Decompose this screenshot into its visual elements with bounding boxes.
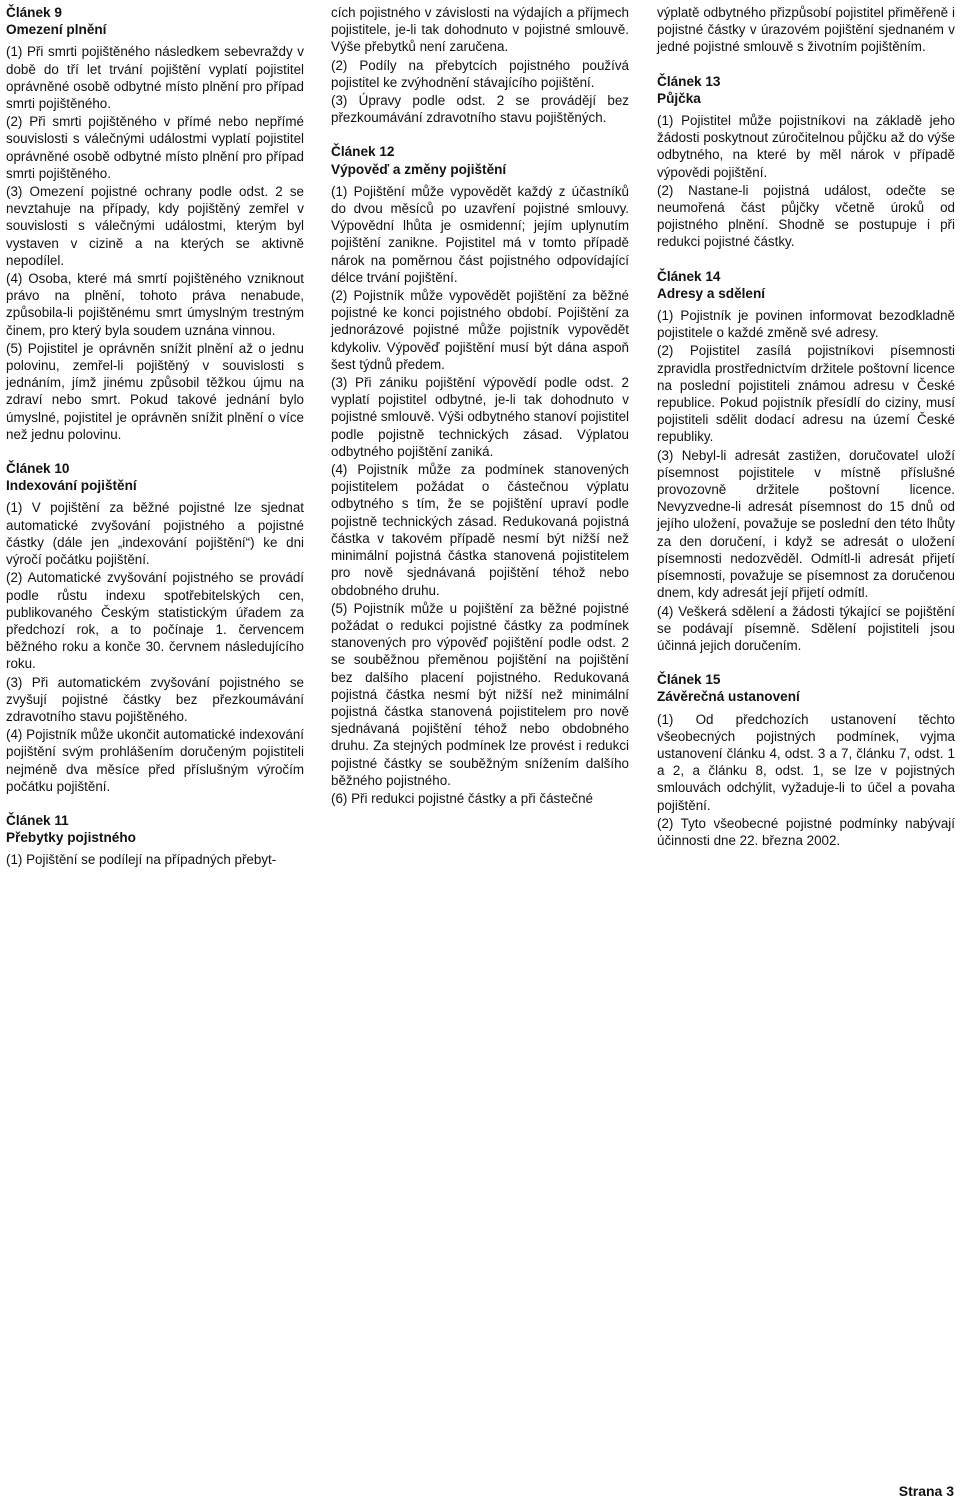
article-title: Adresy a sdělení [657,285,766,301]
article-number: Článek 14 [657,268,721,284]
paragraph: cích pojistného v závislosti na výdajích a příjmech pojistitele, je-li tak dohodnuto v pojistné smlouvě. Výše přebytků není zaručena. [331,5,629,55]
article-title: Omezení plnění [6,22,107,38]
article-9 [6,4,304,443]
paragraph: (2) Pojistník může vypovědět pojištění za běžné pojistné ke konci pojistného období. Pojištění za jednorázové pojistné může pojistník vypovědět kdykoliv. Výpověď pojištění musí být dána aspoň šest týdnů předem. [331,288,629,372]
text-column-2 [331,4,629,824]
paragraph: (5) Pojistník může u pojištění za běžné pojistné požádat o redukci pojistné částky za podmínek stanovených pro výpověď pojištění podle odst. 2 se souběžnou přeměnou pojištění na pojištění bez dalšího placení pojistného. Redukovaná pojistná částka nesmí být nižší než minimální pojistná částka stanovená pojistitelem pro nově sjednávaná pojištění téhož nebo obdobného druhu. Za stejných podmínek lze provést i redukci pojistné částky se souběžným snížením dalšího běžného pojistného. [331,600,629,788]
article-12-continued [657,4,955,56]
article-12 [331,143,629,807]
paragraph: (3) Nebyl-li adresát zastižen, doručovatel uloží písemnost pojistitele v místně příslušné provozovně držitele poštovní licence. Nevyzvedne-li adresát písemnost do 15 dnů od jejího uložení, považuje se poslední den této lhůty za den doručení, i když se adresát o uložení písemnosti nedozvěděl. Odmítl-li adresát přijetí písemnosti, považuje se písemnost za doručenou dnem, kdy adresát její přijetí odmítl. [657,447,955,601]
paragraph: (3) Úpravy podle odst. 2 se provádějí bez přezkoumávání zdravotního stavu pojištěných. [331,93,629,126]
article-11-continued [331,4,629,126]
article-number: Článek 12 [331,144,395,160]
article-number: Článek 15 [657,672,721,688]
article-13 [657,73,955,251]
paragraph: (3) Při automatickém zvyšování pojistného se zvyšují pojistné částky bez přezkoumávání zdravotního stavu pojištěného. [6,674,304,724]
article-14 [657,268,955,654]
paragraph: (1) Pojištění může vypovědět každý z účastníků do dvou měsíců po uzavření pojistné smlouvy. Výpovědní lhůta je osmidenní; jejím uplynutím pojištění zanikne. Pojistitel má v tomto případě nárok na poměrnou část pojistného odpovídající délce trvání pojištění. [331,183,629,285]
paragraph: (4) Pojistník může ukončit automatické indexování pojištění svým prohlášením doručeným pojistiteli nejméně dva měsíce před příslušným výročím počátku pojištění. [6,727,304,794]
paragraph: (1) Pojištění se podílejí na případných přebyt- [6,852,277,868]
article-title: Půjčka [657,90,701,106]
text-column-3 [657,4,955,866]
paragraph: (4) Osoba, které má smrtí pojištěného vzniknout právo na plnění, tohoto práva nenabude, způsobila-li pojištěnému smrt úmyslným trestným činem, pro který byla soudem uznána vinnou. [6,271,304,338]
article-11 [6,812,304,869]
article-number: Článek 9 [6,5,62,20]
article-number: Článek 11 [6,812,69,828]
paragraph: (1) Pojistník je povinen informovat bezodkladně pojistitele o každé změně své adresy. [657,308,955,341]
paragraph: (4) Veškerá sdělení a žádosti týkající se pojištění se podávají písemně. Sdělení pojistiteli jsou účinná jejich doručením. [657,603,955,653]
paragraph: (3) Při zániku pojištění výpovědí podle odst. 2 vyplatí pojistitel odbytné, je-li tak dohodnuto v pojistné smlouvě. Výši odbytného stanoví pojistitel podle pojistně technických zásad. Výplatou odbytného pojištění zaniká. [331,375,629,459]
paragraph: (2) Automatické zvyšování pojistného se provádí podle růstu indexu spotřebitelských cen, publikovaného Českým statistickým úřadem za předchozí rok, a to počínaje 1. červencem běžného roku a konče 30. červnem následujícího roku. [6,570,304,672]
article-title: Výpověď a změny pojištění [331,161,507,177]
paragraph: (2) Tyto všeobecné pojistné podmínky nabývají účinnosti dne 22. března 2002. [657,815,955,848]
paragraph: (1) Od předchozích ustanovení těchto všeobecných pojistných podmínek, vyjma ustanovení článku 4, odst. 3 a 7, článku 7, odst. 1 a 2, a článku 8, odst. 1, se lze v pojistných smlouvách odchýlit, vyžaduje-li to účel a povaha pojištění. [657,711,955,813]
article-title: Indexování pojištění [6,478,137,494]
paragraph: (3) Omezení pojistné ochrany podle odst. 2 se nevztahuje na případy, kdy pojištěný zemřel v souvislosti s válečnými událostmi, kterým byl vystaven v cizině a na kterých se aktivně nepodílel. [6,184,304,268]
paragraph: výplatě odbytného přizpůsobí pojistitel přiměřeně i pojistné částky v úrazovém pojištění sjednaném v jedné pojistné smlouvě s životním pojištěním. [657,5,955,55]
article-title: Přebytky pojistného [6,830,136,846]
paragraph: (2) Při smrti pojištěného v přímé nebo nepřímé souvislosti s válečnými událostmi vyplatí pojistitel oprávněné osobě odbytné místo plnění pro případ smrti pojištěného. [6,114,304,181]
paragraph: (5) Pojistitel je oprávněn snížit plnění až o jednu polovinu, zemřel-li pojištěný v souvislosti s jednáním, jímž jinému způsobil těžkou újmu na zdraví nebo smrt. Pokud takové jednání bylo úmyslné, pojistitel je oprávněn snížit plnění o více než jednu polovinu. [6,340,304,442]
paragraph: (1) Při smrti pojištěného následkem sebevraždy v době do tří let trvání pojištění vyplatí pojistitel oprávněné osobě odbytné místo plnění pro případ smrti pojištěného. [6,44,304,112]
paragraph: (6) Při redukci pojistné částky a při částečné [331,790,593,806]
paragraph: (2) Pojistitel zasílá pojistníkovi písemnosti zpravidla prostřednictvím držitele poštovní licence na poslední pojistiteli známou adresu v České republice. Pokud pojistník přesídlí do ciziny, musí pojistiteli sdělit dodací adresu na území České republiky. [657,343,955,445]
article-10 [6,460,304,795]
paragraph: (2) Podíly na přebytcích pojistného používá pojistitel ke zvýhodnění stávajícího pojištění. [331,57,629,90]
article-15 [657,671,955,849]
article-title: Závěrečná ustanovení [657,689,800,705]
paragraph: (2) Nastane-li pojistná událost, odečte se neumořená část půjčky včetně úroků od pojistného plnění. Shodně se postupuje i při redukci pojistné částky. [657,182,955,250]
article-number: Článek 10 [6,461,70,477]
paragraph: (1) Pojistitel může pojistníkovi na základě jeho žádosti poskytnout zúročitelnou půjčku až do výše odbytného, na které by měl nárok v případě výpovědi pojištění. [657,113,955,180]
paragraph: (1) V pojištění za běžné pojistné lze sjednat automatické zvyšování pojistného a pojistné částky (dále jen „indexování pojištění“) ke dni výročí počátku pojištění. [6,500,304,568]
paragraph: (4) Pojistník může za podmínek stanovených pojistitelem požádat o částečnou výplatu odbytného s tím, že se pojištění upraví podle pojistně technických zásad. Redukovaná pojistná částka v takovém případě nesmí být nižší než minimální pojistná částka stanovená pojistitelem pro nově sjednávaná pojištění téhož nebo obdobného druhu. [331,462,629,598]
page-number: Strana 3 [898,1483,954,1499]
article-number: Článek 13 [657,73,721,89]
text-column-1 [6,4,304,886]
